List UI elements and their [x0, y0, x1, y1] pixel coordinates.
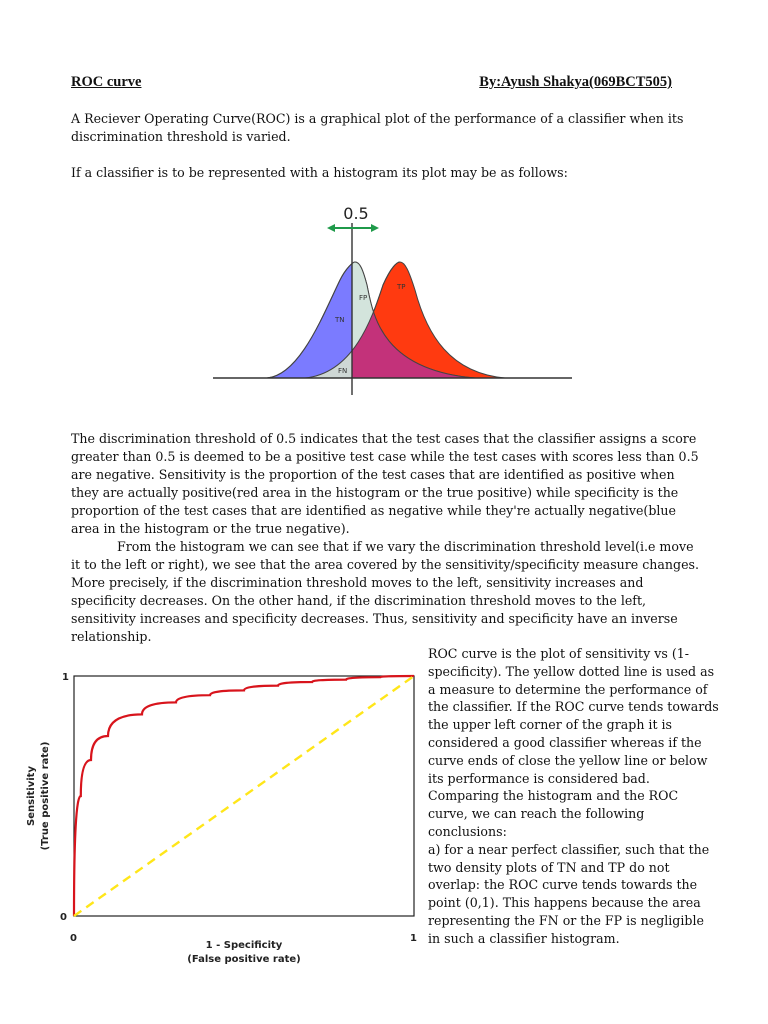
tn-label: TN — [335, 316, 345, 324]
body-paragraph — [71, 430, 701, 646]
x-axis-sublabel: (False positive rate) — [187, 954, 301, 965]
roc-explanation-1: ROC curve is the plot of sensitivity vs (1-specificity). The yellow dotted line is used as a measure to determine the performance of the classifier. If the ROC curve tends towards the upper left corner of the graph it is considered a good classifier whereas if the curve ends of close the yellow line or below its performance is considered bad. Comparing the histogram and the ROC curve, we can reach the following conclusions: — [428, 646, 719, 839]
y-axis-sublabel: (True positive rate) — [40, 741, 51, 851]
y-axis-label: Sensitivity — [26, 766, 37, 826]
body-paragraph-1: The discrimination threshold of 0.5 indicates that the test cases that the classifier assigns a score greater than 0.5 is deemed to be a positive test case while the test cases with scores less than 0.5 are negative. Sensitivity is the proportion of the test cases that are identified as positive when they are actually positive(red area in the histogram or the true positive) while specificity is the proportion of the test cases that are identified as negative while they're actually negative(blue area in the histogram or the true negative). — [71, 431, 699, 536]
fp-label: FP — [359, 294, 368, 302]
author-line: By:Ayush Shakya(069BCT505) — [479, 74, 672, 90]
threshold-label: 0.5 — [343, 204, 369, 223]
roc-chart — [14, 650, 424, 970]
y-tick-0: 0 — [60, 912, 67, 923]
page-title: ROC curve — [71, 74, 142, 90]
roc-explanation — [428, 645, 720, 948]
random-classifier-line — [74, 676, 414, 916]
classifier-histogram — [205, 195, 580, 400]
x-axis-label: 1 - Specificity — [205, 940, 283, 951]
body-paragraph-2: From the histogram we can see that if we vary the discrimination threshold level(i.e move it to the left or right), we see that the area covered by the sensitivity/specificity measure changes. More precisely, if the discrimination threshold moves to the left, sensitivity increases and specificity decreases. On the other hand, if the discrimination threshold moves to the left, sensitivity increases and specificity decreases. Thus, sensitivity and specificity have an inverse relationship. — [71, 539, 700, 644]
histogram-intro: If a classifier is to be represented with a histogram its plot may be as follows: — [71, 165, 568, 180]
threshold-arrow — [327, 224, 379, 232]
tp-label: TP — [397, 283, 406, 291]
x-tick-0: 0 — [70, 933, 77, 944]
intro-paragraph: A Reciever Operating Curve(ROC) is a graphical plot of the performance of a classifier when its discrimination threshold is varied. — [71, 111, 684, 144]
fn-label: FN — [338, 367, 348, 375]
roc-explanation-2: a) for a near perfect classifier, such that the two density plots of TN and TP do not overlap: the ROC curve tends towards the point (0,1). This happens because the area representing the FN or the FP is negligible in such a classifier histogram. — [428, 841, 710, 946]
x-tick-1: 1 — [410, 933, 417, 944]
y-tick-1: 1 — [62, 672, 69, 683]
page-header — [71, 74, 672, 91]
